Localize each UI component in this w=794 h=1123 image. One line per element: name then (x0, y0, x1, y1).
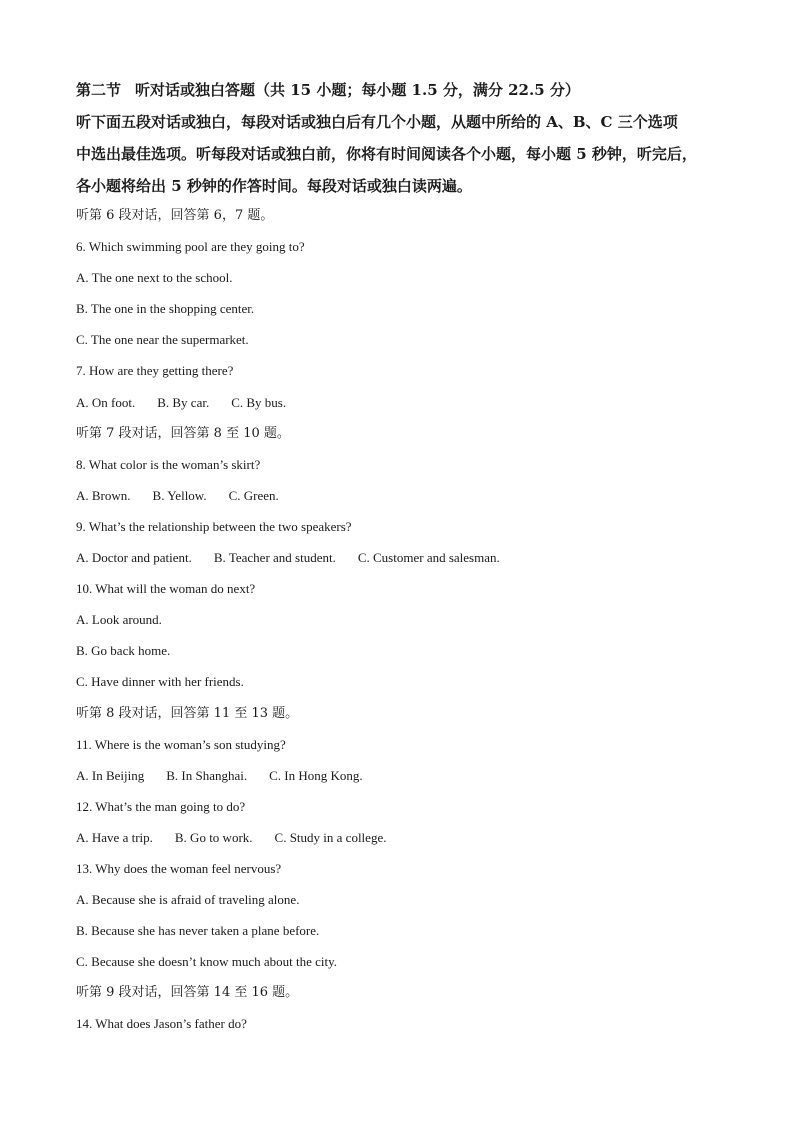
answer-option: B. In Shanghai. (166, 767, 248, 783)
question-stem: 13. Why does the woman feel nervous? (76, 860, 282, 876)
answer-option: C. Green. (228, 487, 279, 503)
question-stem: 7. How are they getting there? (76, 363, 234, 379)
answer-options-row (76, 766, 726, 797)
answer-option: C. Customer and salesman. (357, 550, 500, 566)
group-intro: 听第 7 段对话，回答第 8 至 10 题。 (76, 425, 290, 441)
answer-option: A. Because she is afraid of traveling alone. (76, 892, 300, 908)
section-title-text: 听对话或独白答题（共 15 小题；每小题 1.5 分，满分 22.5 分） (135, 81, 580, 99)
question-stem: 12. What’s the man going to do? (76, 798, 246, 814)
answer-option: B. Teacher and student. (213, 550, 336, 566)
answer-option: B. Go back home. (76, 643, 171, 659)
answer-option: B. Because she has never taken a plane before. (76, 923, 320, 939)
answer-option: C. Study in a college. (274, 829, 387, 845)
question-stem: 9. What’s the relationship between the two speakers? (76, 518, 352, 534)
answer-option: A. On foot. (76, 394, 136, 410)
answer-option: A. Doctor and patient. (76, 550, 192, 566)
answer-options-row (76, 828, 726, 859)
answer-options-row (76, 393, 726, 424)
section-title (76, 78, 726, 102)
answer-option: B. By car. (157, 394, 210, 410)
answer-option: B. The one in the shopping center. (76, 301, 255, 317)
answer-option: B. Go to work. (174, 829, 253, 845)
answer-option: A. Brown. (76, 487, 131, 503)
section-head: 第二节 (76, 81, 122, 99)
answer-option: B. Yellow. (152, 487, 207, 503)
answer-option: C. In Hong Kong. (269, 767, 363, 783)
section-instructions (76, 110, 726, 206)
answer-option: A. Have a trip. (76, 829, 153, 845)
group-intro: 听第 6 段对话，回答第 6，7 题。 (76, 208, 274, 223)
answer-option: A. Look around. (76, 612, 162, 628)
question-stem: 11. Where is the woman’s son studying? (76, 736, 286, 752)
answer-option: C. Have dinner with her friends. (76, 674, 244, 690)
group-intro: 听第 8 段对话，回答第 11 至 13 题。 (76, 705, 299, 721)
answer-option: A. The one next to the school. (76, 270, 233, 286)
question-stem: 6. Which swimming pool are they going to? (76, 239, 305, 255)
answer-option: C. The one near the supermarket. (76, 332, 249, 348)
document-page (76, 78, 726, 1046)
answer-option: C. Because she doesn’t know much about the city. (76, 954, 338, 970)
instruction-line: 中选出最佳选项。听每段对话或独白前，你将有时间阅读各个小题，每小题 5 秒钟，听完后， (76, 145, 697, 163)
instruction-line: 听下面五段对话或独白，每段对话或独白后有几个小题，从题中所给的 A、B、C 三个选项 (76, 113, 678, 131)
answer-options-row (76, 548, 726, 579)
question-stem: 14. What does Jason’s father do? (76, 1016, 247, 1032)
answer-option: A. In Beijing (76, 767, 145, 783)
question-stem: 8. What color is the woman’s skirt? (76, 456, 261, 472)
group-intro: 听第 9 段对话，回答第 14 至 16 题。 (76, 985, 299, 1001)
answer-option: C. By bus. (231, 394, 287, 410)
answer-options-row (76, 486, 726, 517)
question-stem: 10. What will the woman do next? (76, 581, 256, 597)
instruction-line: 各小题将给出 5 秒钟的作答时间。每段对话或独白读两遍。 (76, 177, 472, 195)
question-list (76, 206, 726, 1046)
